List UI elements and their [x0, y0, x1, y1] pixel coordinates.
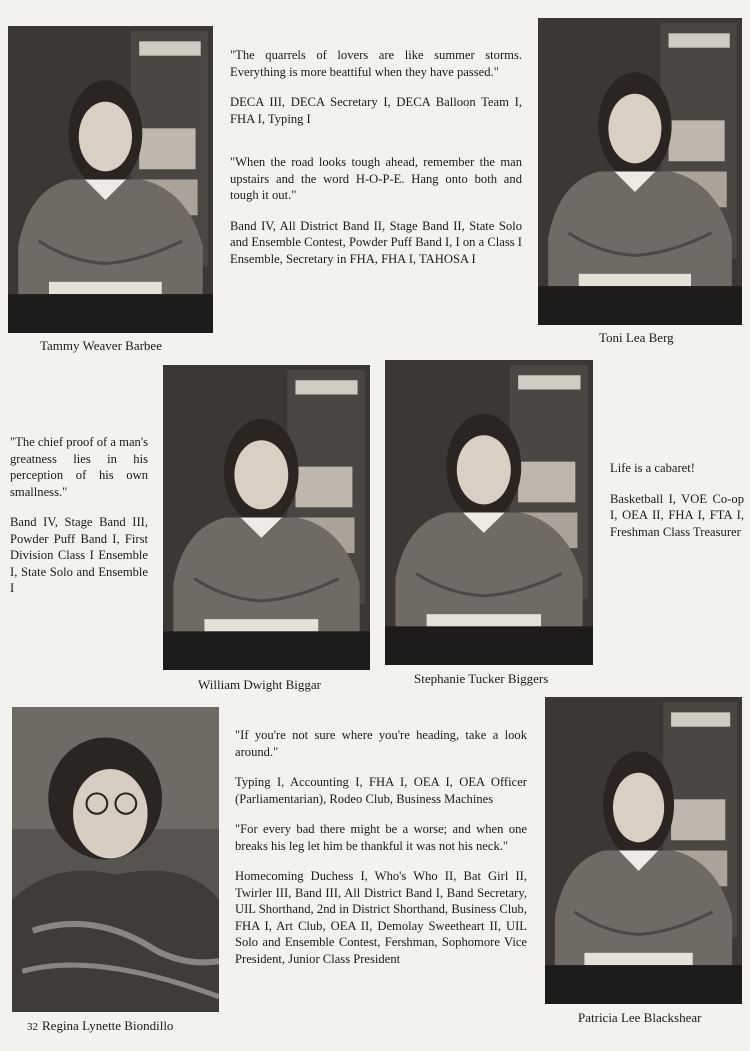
quote-william-biggar: "The chief proof of a man's greatness lies in his perception of his own smallness.": [10, 435, 148, 499]
activities-toni-berg: Band IV, All District Band II, Stage Band II, State Solo and Ensemble Contest, Powder Puff Band I, I on a Class I Ensemble, Secretary in FHA, FHA I, TAHOSA I: [230, 218, 522, 266]
photo-william-biggar: [163, 365, 370, 670]
activities-tammy-barbee: DECA III, DECA Secretary I, DECA Balloon Team I, FHA I, Typing I: [230, 95, 522, 126]
caption-toni-berg: Toni Lea Berg: [599, 330, 674, 345]
photo-patricia-blackshear: [545, 697, 742, 1004]
activities-william-biggar: Band IV, Stage Band III, Powder Puff Band I, First Division Class I Ensemble I, State Solo and Ensemble I: [10, 515, 148, 595]
page-number: 32: [27, 1021, 38, 1033]
bio-middle-right: [610, 460, 744, 554]
photo-stephanie-biggers: [385, 360, 593, 665]
quote-patricia-blackshear: "For every bad there might be a worse; and when one breaks his leg let him be thankful it was not his neck.": [235, 822, 527, 853]
caption-patricia-blackshear: Patricia Lee Blackshear: [578, 1010, 702, 1025]
caption-regina-biondillo: 32 Regina Lynette Biondillo: [27, 1018, 174, 1033]
bio-bottom-center: [235, 727, 527, 967]
photo-toni-berg: [538, 18, 742, 325]
activities-stephanie-biggers: Basketball I, VOE Co-op I, OEA II, FHA I, FTA I, Freshman Class Treasurer: [610, 491, 744, 539]
caption-tammy-barbee: Tammy Weaver Barbee: [40, 338, 162, 353]
activities-regina-biondillo: Typing I, Accounting I, FHA I, OEA I, OEA Officer (Parliamentarian), Rodeo Club, Business Machines: [235, 775, 527, 806]
bio-top-center: [230, 47, 522, 281]
quote-stephanie-biggers: Life is a cabaret!: [610, 461, 695, 475]
quote-tammy-barbee: "The quarrels of lovers are like summer storms. Everything is more beattiful when they have passed.": [230, 48, 522, 79]
bio-middle-left: [10, 434, 148, 611]
caption-william-biggar: William Dwight Biggar: [198, 677, 321, 692]
quote-regina-biondillo: "If you're not sure where you're heading, take a look around.": [235, 728, 527, 759]
activities-patricia-blackshear: Homecoming Duchess I, Who's Who II, Bat Girl II, Twirler III, Band III, All District Band I, Band Secretary, UIL Shorthand, 2nd in District Shorthand, Business Club, FHA I, Art Club, OEA II, Demolay Sweetheart II, UIL Solo and Ensemble Contest, Fershman, Sophomore Vice President, Junior Class President: [235, 869, 527, 966]
photo-tammy-barbee: [8, 26, 213, 333]
quote-toni-berg: "When the road looks tough ahead, remember the man upstairs and the word H-O-P-E. Hang onto both and tough it out.": [230, 155, 522, 202]
photo-regina-biondillo: [12, 707, 219, 1012]
caption-stephanie-biggers: Stephanie Tucker Biggers: [414, 671, 549, 686]
